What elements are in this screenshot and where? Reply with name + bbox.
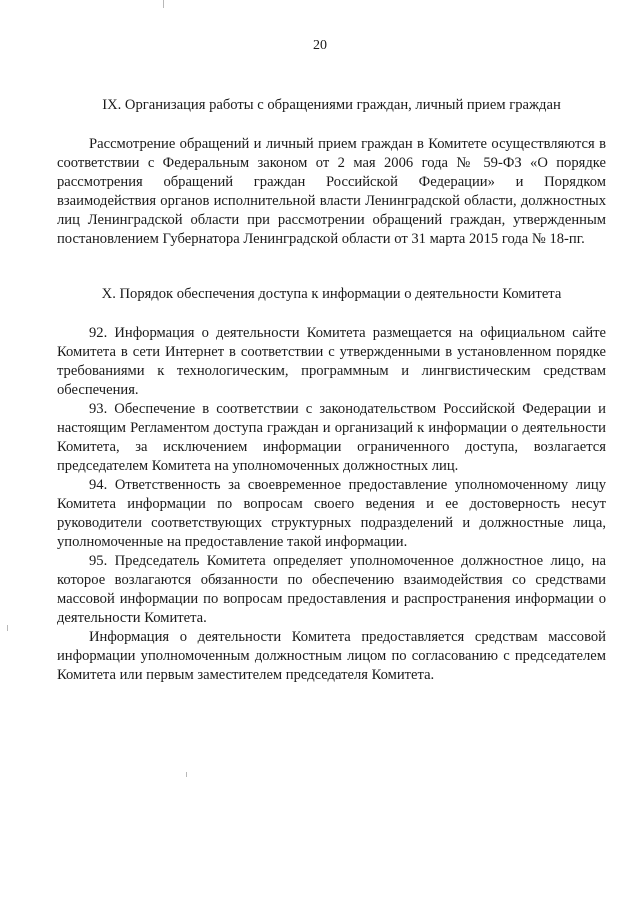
scan-mark-top xyxy=(163,0,164,8)
document-body xyxy=(57,96,606,685)
section-ix-heading: IX. Организация работы с обращениями граждан, личный прием граждан xyxy=(102,97,561,113)
paragraph-94: 94. Ответственность за своевременное предоставление уполномоченному лицу Комитета информации по вопросам своего ведения и ее достоверность несут руководители соответствующих структурных подразделений и должностные лица, уполномоченные на предоставление такой информации. xyxy=(57,477,606,550)
scan-mark-bottom xyxy=(186,772,187,777)
paragraph-95: 95. Председатель Комитета определяет уполномоченное должностное лицо, на которое возлагаются обязанности по обеспечению взаимодействия со средствами массовой информации по вопросам предоставления и распространения информации о деятельности Комитета. xyxy=(57,553,606,626)
section-ix-paragraph: Рассмотрение обращений и личный прием граждан в Комитете осуществляются в соответствии с Федеральным законом от 2 мая 2006 года № 59-ФЗ «О порядке рассмотрения обращений граждан Российской Федерации» и Порядком взаимодействия органов исполнительной власти Ленинградской области, должностных лиц Ленинградской области при рассмотрении обращений граждан, утвержденным постановлением Губернатора Ленинградской области от 31 марта 2015 года № 18-пг. xyxy=(57,136,606,247)
scan-mark-left xyxy=(7,625,8,631)
paragraph-92: 92. Информация о деятельности Комитета размещается на официальном сайте Комитета в сети Интернет в соответствии с утвержденными в установленном порядке требованиями к технологическим, программным и лингвистическим средствам обеспечения. xyxy=(57,325,606,398)
page-number: 20 xyxy=(313,38,327,53)
paragraph-media-info: Информация о деятельности Комитета предоставляется средствам массовой информации уполномоченным должностным лицом по согласованию с председателем Комитета или первым заместителем председателя Комитета. xyxy=(57,629,606,683)
section-x-heading: X. Порядок обеспечения доступа к информации о деятельности Комитета xyxy=(101,286,562,302)
paragraph-93: 93. Обеспечение в соответствии с законодательством Российской Федерации и настоящим Регламентом доступа граждан и организаций к информации о деятельности Комитета, за исключением информации ограниченного доступа, возлагается председателем Комитета на уполномоченных должностных лиц. xyxy=(57,401,606,474)
